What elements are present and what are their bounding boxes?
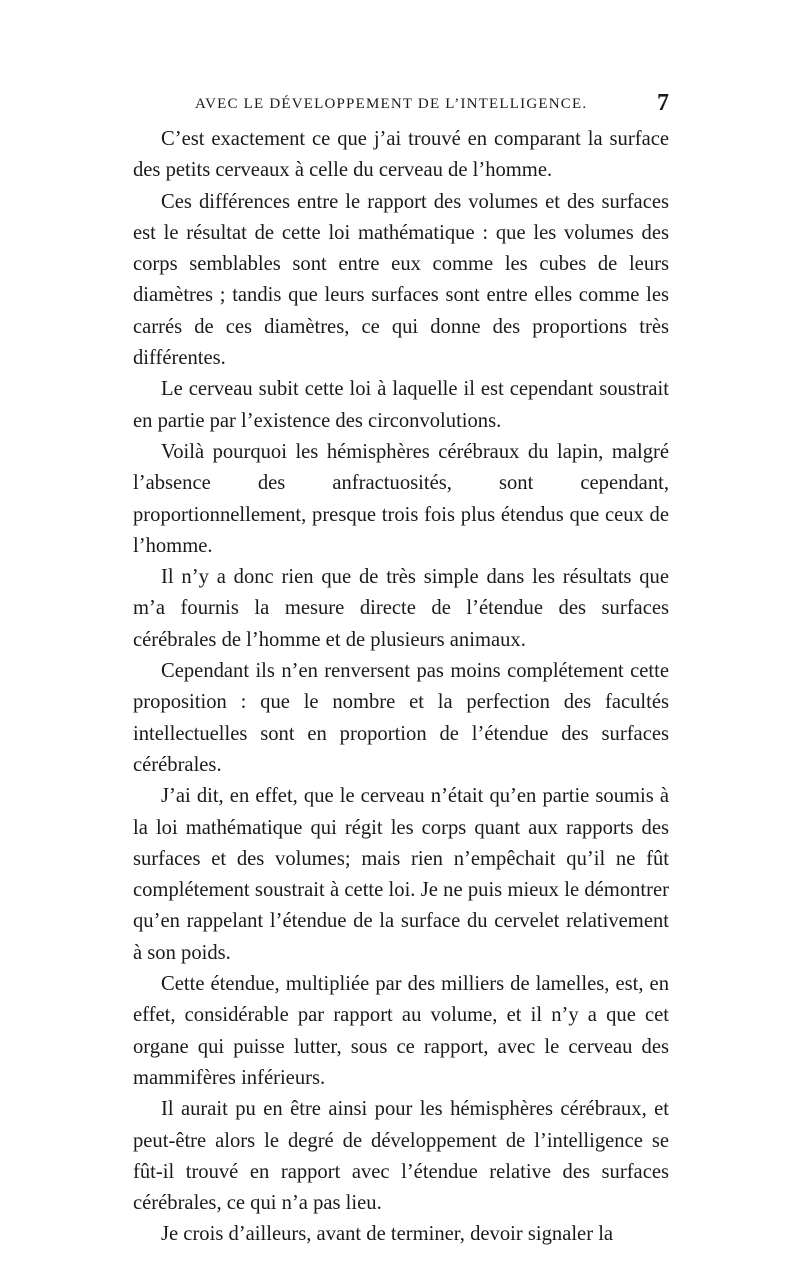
paragraph: Il n’y a donc rien que de très simple dans les résultats que m’a fournis la mesure directe de l’étendue des surfaces cérébrales de l’homme et de plusieurs animaux. [133,566,669,651]
paragraph: C’est exactement ce que j’ai trouvé en comparant la surface des petits cerveaux à celle du cerveau de l’homme. [133,128,669,182]
paragraph: Ces différences entre le rapport des volumes et des surfaces est le résultat de cette loi mathématique : que les volumes des corps semblables sont entre eux comme les cubes de leurs diamètres ; tandis que leurs surfaces sont entre elles comme les carrés de ces diamètres, ce qui donne des proportions très différentes. [133,190,669,370]
paragraph: Cette étendue, multipliée par des milliers de lamelles, est, en effet, considérable par rapport au volume, et il n’y a que cet organe qui puisse lutter, sous ce rapport, avec le cerveau des mammifères inférieurs. [133,973,669,1089]
running-title: AVEC LE DÉVELOPPEMENT DE L’INTELLIGENCE. [195,96,588,112]
body-text [133,124,669,1251]
paragraph: J’ai dit, en effet, que le cerveau n’était qu’en partie soumis à la loi mathématique qui régit les corps quant aux rapports des surfaces et des volumes; mais rien n’empêchait qu’il ne fût complétement soustrait à cette loi. Je ne puis mieux le démontrer qu’en rappelant l’étendue de la surface du cervelet relativement à son poids. [133,785,669,964]
paragraph: Voilà pourquoi les hémisphères cérébraux du lapin, malgré l’absence des anfractuosités, sont cependant, proportionnellement, presque trois fois plus étendus que ceux de l’homme. [133,440,669,557]
page-number: 7 [657,90,669,116]
paragraph: Cependant ils n’en renversent pas moins complétement cette proposition : que le nombre et la perfection des facultés intellectuelles sont en proportion de l’étendue des surfaces cérébrales. [133,660,669,776]
paragraph: Le cerveau subit cette loi à laquelle il est cependant soustrait en partie par l’existence des circonvolutions. [133,378,669,432]
paragraph: Il aurait pu en être ainsi pour les hémisphères cérébraux, et peut-être alors le degré de développement de l’intelligence se fût-il trouvé en rapport avec l’étendue relative des surfaces cérébrales, ce qui n’a pas lieu. [133,1098,669,1215]
running-head [133,88,669,118]
paragraph: Je crois d’ailleurs, avant de terminer, devoir signaler la [161,1223,614,1246]
